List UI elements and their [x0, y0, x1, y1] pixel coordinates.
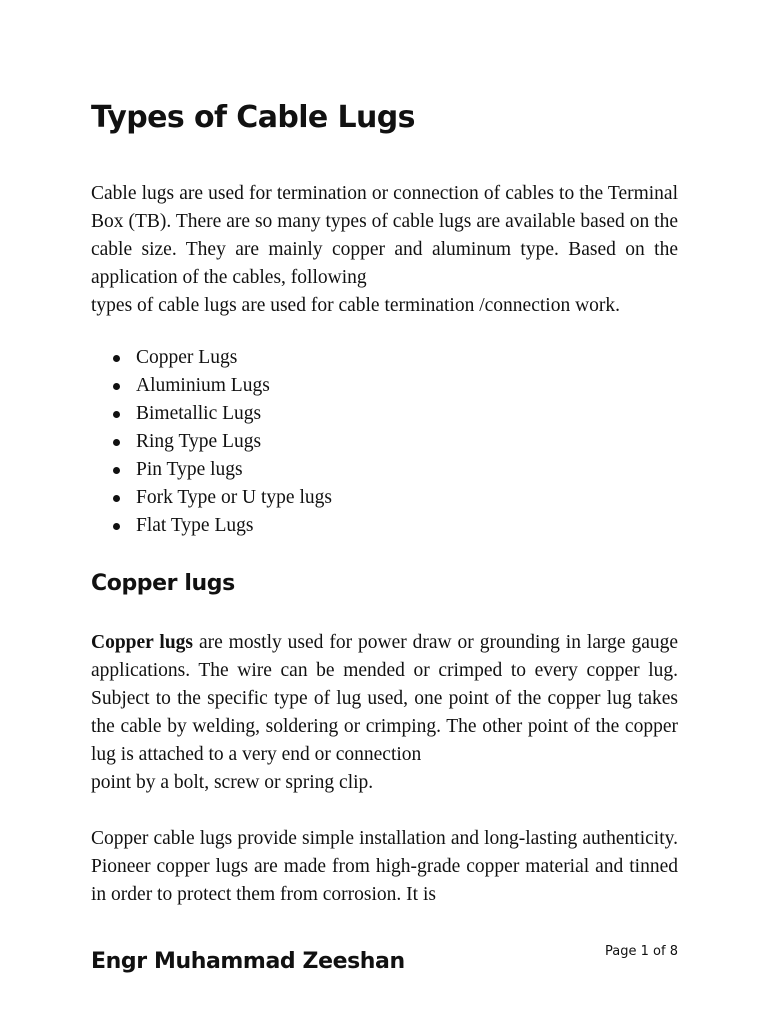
list-item — [91, 484, 678, 512]
bullet-icon — [113, 495, 120, 502]
copper-line: other point of the copper lug is attached to a very end or connection — [91, 716, 678, 765]
copper-line: gauge applications. The wire can be mended or crimped to every — [91, 632, 678, 681]
list-item — [91, 344, 678, 372]
bullet-icon — [113, 467, 120, 474]
document-title: Types of Cable Lugs — [91, 100, 415, 135]
list-item-label: Fork Type or U type lugs — [136, 487, 332, 508]
bullet-icon — [113, 439, 120, 446]
copper-line: point by a bolt, screw or spring clip. — [91, 772, 374, 793]
list-item-label: Flat Type Lugs — [136, 515, 254, 536]
intro-paragraph — [91, 180, 678, 320]
section-heading: Copper lugs — [91, 571, 235, 596]
intro-line: Cable lugs are used for termination or connection of cables to the — [91, 183, 604, 204]
list-item — [91, 372, 678, 400]
list-item — [91, 512, 678, 540]
bold-lead: Copper lugs — [91, 632, 194, 653]
copper-line: copper lug. Subject to the specific type of lug used, one point of the — [91, 660, 678, 709]
intro-line: aluminum type. Based on the application of the cables, following — [91, 239, 678, 288]
list-item-label: Aluminium Lugs — [136, 375, 270, 396]
lug-types-list — [91, 344, 678, 540]
bullet-icon — [113, 411, 120, 418]
list-item-label: Bimetallic Lugs — [136, 403, 262, 424]
copper-line: copper lug takes the cable by welding, soldering or crimping. The — [91, 688, 678, 737]
copper2-line: Copper cable lugs provide simple installation and long-lasting — [91, 828, 578, 849]
footer-author: Engr Muhammad Zeeshan — [91, 949, 405, 974]
copper2-line: material and tinned in order to protect them from corrosion. It is — [91, 856, 678, 905]
bullet-icon — [113, 523, 120, 530]
copper2-line: authenticity. Pioneer copper lugs are made from high-grade copper — [91, 828, 678, 877]
intro-line: Terminal Box (TB). There are so many types of cable lugs are — [91, 183, 678, 232]
copper-paragraph-2 — [91, 825, 678, 909]
intro-line: types of cable lugs are used for cable termination /connection work. — [91, 295, 621, 316]
list-item-label: Ring Type Lugs — [136, 431, 262, 452]
list-item — [91, 428, 678, 456]
list-item-label: Pin Type lugs — [136, 459, 243, 480]
copper-line: are mostly used for power draw or grounding in large — [193, 632, 626, 653]
bullet-icon — [113, 355, 120, 362]
bullet-icon — [113, 383, 120, 390]
copper-paragraph-1 — [91, 629, 678, 797]
list-item — [91, 456, 678, 484]
document-page — [91, 0, 678, 1024]
page-number: Page 1 of 8 — [605, 944, 678, 959]
list-item — [91, 400, 678, 428]
list-item-label: Copper Lugs — [136, 347, 238, 368]
intro-line: available based on the cable size. They are mainly copper and — [91, 211, 678, 260]
